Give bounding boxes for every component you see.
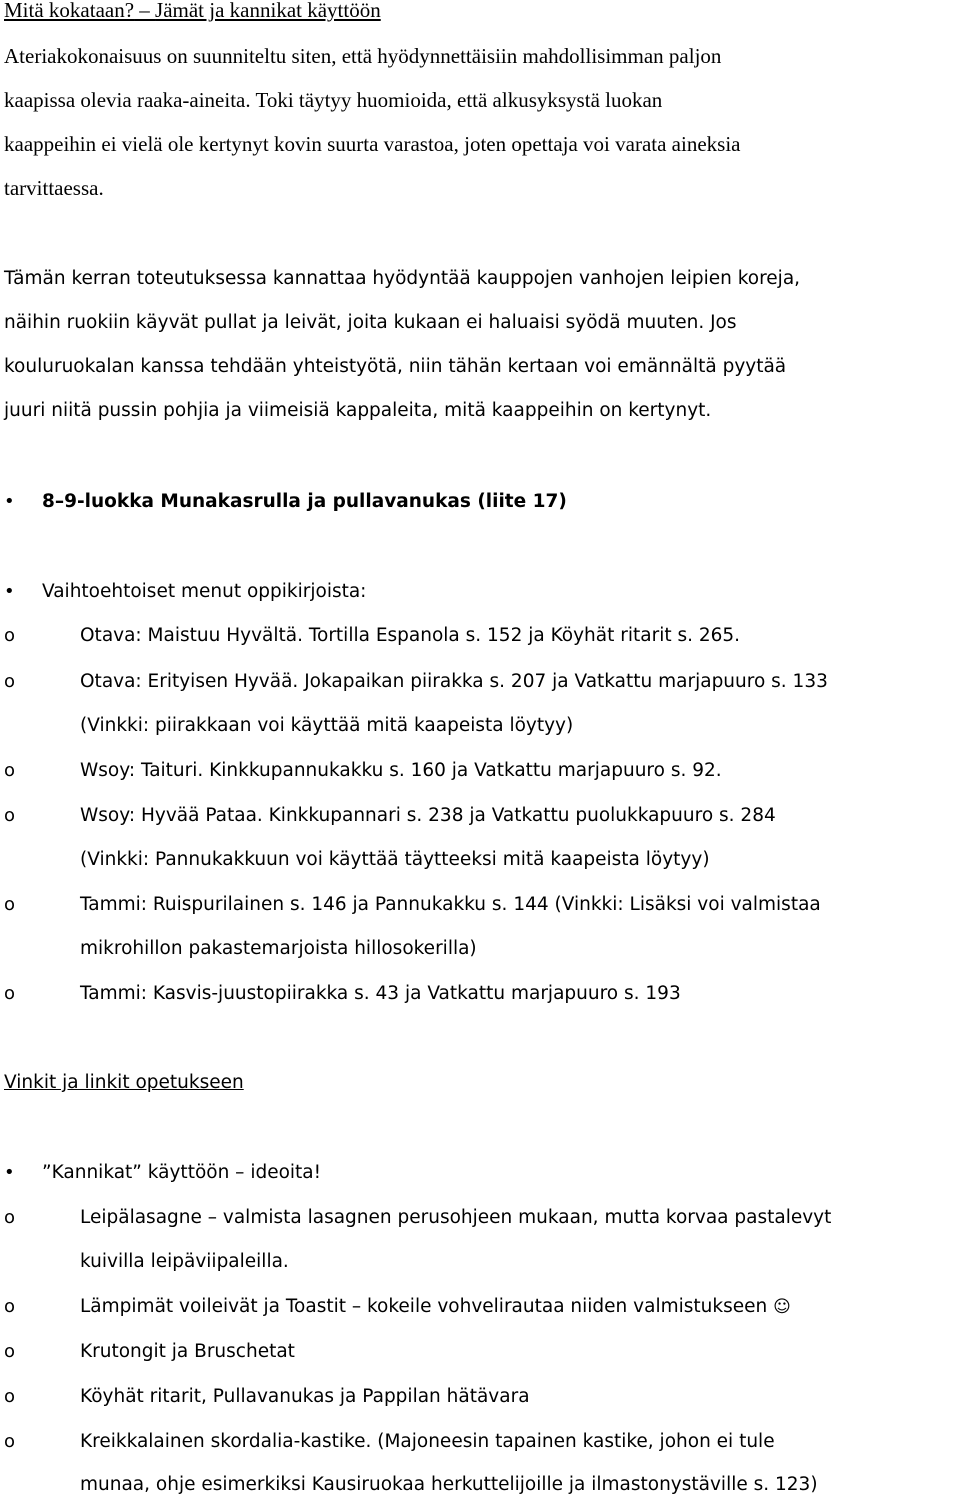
grade-menu-title: 8–9-luokka Munakasrulla ja pullavanukas (liite 17) bbox=[42, 491, 567, 512]
sub-bullet: o bbox=[4, 625, 16, 646]
intro-line: kaappeihin ei vielä ole kertynyt kovin suurta varastoa, joten opettaja voi varata aineksia bbox=[4, 132, 741, 156]
intro-line: tarvittaessa. bbox=[4, 176, 104, 200]
para2-line: juuri niitä pussin pohjia ja viimeisiä kappaleita, mitä kaappeihin on kertynyt. bbox=[4, 400, 712, 421]
sub-bullet: o bbox=[4, 983, 16, 1004]
idea-item-cont: munaa, ohje esimerkiksi Kausiruokaa herkuttelijoille ja ilmastonystäville s. 123) bbox=[80, 1474, 818, 1495]
heading-dash: – bbox=[134, 0, 156, 22]
alt-menu-item: Wsoy: Hyvää Pataa. Kinkkupannari s. 238 ja Vatkattu puolukkapuuro s. 284 bbox=[80, 805, 776, 826]
alt-menu-item: Tammi: Ruispurilainen s. 146 ja Pannukakku s. 144 (Vinkki: Lisäksi voi valmistaa bbox=[80, 894, 821, 915]
idea-item-cont: kuivilla leipäviipaleilla. bbox=[80, 1251, 289, 1272]
alt-menu-item: Otava: Erityisen Hyvää. Jokapaikan piirakka s. 207 ja Vatkattu marjapuuro s. 133 bbox=[80, 671, 828, 692]
alt-menus-title: Vaihtoehtoiset menut oppikirjoista: bbox=[42, 581, 367, 602]
alt-menu-item: Wsoy: Taituri. Kinkkupannukakku s. 160 ja Vatkattu marjapuuro s. 92. bbox=[80, 760, 722, 781]
alt-menu-item: Otava: Maistuu Hyvältä. Tortilla Espanola s. 152 ja Köyhät ritarit s. 265. bbox=[80, 625, 741, 646]
sub-bullet: o bbox=[4, 1341, 16, 1362]
idea-item: Köyhät ritarit, Pullavanukas ja Pappilan hätävara bbox=[80, 1386, 530, 1407]
sub-bullet: o bbox=[4, 671, 16, 692]
idea-item-text: Lämpimät voileivät ja Toastit – kokeile vohvelirautaa niiden valmistukseen bbox=[80, 1296, 768, 1317]
sub-bullet: o bbox=[4, 760, 16, 781]
idea-item: Leipälasagne – valmista lasagnen perusohjeen mukaan, mutta korvaa pastalevyt bbox=[80, 1207, 832, 1228]
idea-item bbox=[80, 1293, 791, 1321]
bullet: • bbox=[4, 491, 15, 512]
intro-line: Ateriakokonaisuus on suunniteltu siten, että hyödynnettäisiin mahdollisimman paljon bbox=[4, 44, 722, 68]
tips-heading: Vinkit ja linkit opetukseen bbox=[4, 1072, 244, 1093]
bullet: • bbox=[4, 1162, 15, 1183]
sub-bullet: o bbox=[4, 1207, 16, 1228]
heading-part1: Mitä kokataan? bbox=[4, 0, 135, 22]
intro-line: kaapissa olevia raaka-aineita. Toki täytyy huomioida, että alkusyksystä luokan bbox=[4, 88, 663, 112]
section-heading bbox=[4, 0, 381, 24]
para2-line: Tämän kerran toteutuksessa kannattaa hyödyntää kauppojen vanhojen leipien koreja, bbox=[4, 268, 801, 289]
heading-part2: Jämät ja kannikat käyttöön bbox=[155, 0, 381, 22]
sub-bullet: o bbox=[4, 1386, 16, 1407]
sub-bullet: o bbox=[4, 894, 16, 915]
alt-menu-item: Tammi: Kasvis-juustopiirakka s. 43 ja Vatkattu marjapuuro s. 193 bbox=[80, 983, 681, 1004]
sub-bullet: o bbox=[4, 805, 16, 826]
alt-menu-item-cont: (Vinkki: Pannukakkuun voi käyttää täytteeksi mitä kaapeista löytyy) bbox=[80, 849, 710, 870]
alt-menu-item-cont: mikrohillon pakastemarjoista hillosokerilla) bbox=[80, 938, 477, 959]
sub-bullet: o bbox=[4, 1296, 16, 1317]
para2-line: kouluruokalan kanssa tehdään yhteistyötä, niin tähän kertaan voi emännältä pyytää bbox=[4, 356, 787, 377]
para2-line: näihin ruokiin käyvät pullat ja leivät, joita kukaan ei haluaisi syödä muuten. Jos bbox=[4, 312, 737, 333]
alt-menu-item-cont: (Vinkki: piirakkaan voi käyttää mitä kaapeista löytyy) bbox=[80, 715, 574, 736]
ideas-title: ”Kannikat” käyttöön – ideoita! bbox=[42, 1162, 322, 1183]
smiley-icon: ☺ bbox=[773, 1297, 791, 1317]
idea-item: Kreikkalainen skordalia-kastike. (Majoneesin tapainen kastike, johon ei tule bbox=[80, 1431, 775, 1452]
idea-item: Krutongit ja Bruschetat bbox=[80, 1341, 295, 1362]
bullet: • bbox=[4, 581, 15, 602]
sub-bullet: o bbox=[4, 1431, 16, 1452]
